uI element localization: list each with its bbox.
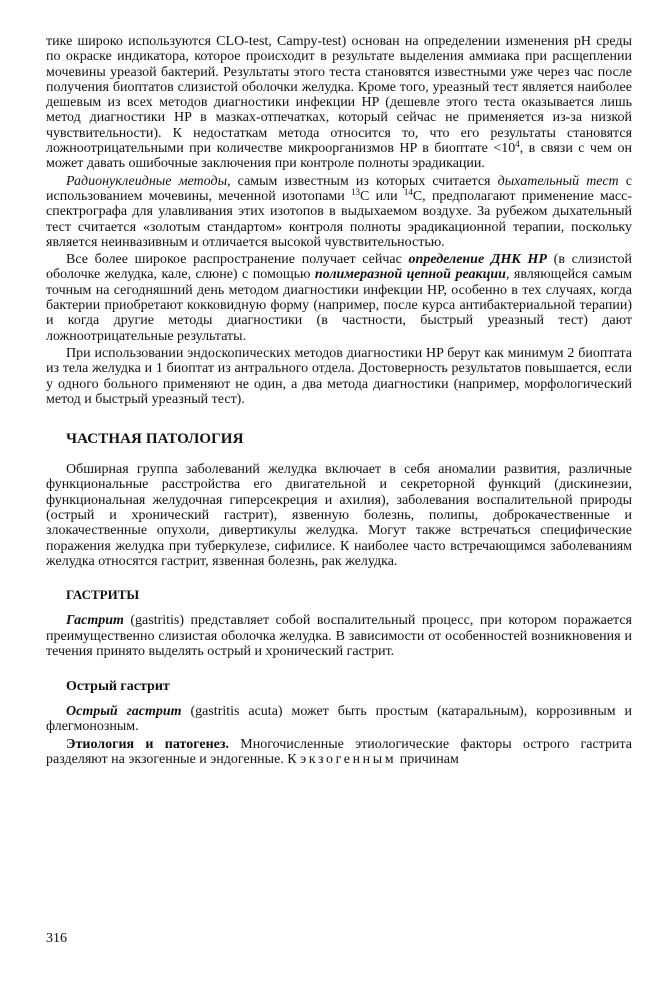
subsubsection-heading: Острый гастрит [66,679,170,695]
section-heading: ЧАСТНАЯ ПАТОЛОГИЯ [66,431,244,448]
paragraph-gastritis-definition: Гастрит (gastritis) представляет собой воспалительный процесс, при котором поражается преимущественно слизистая оболочка желудка. В зависимости от особенностей возникновения и течения принято выделять острый и хронический гастрит. [46,613,632,659]
paragraph-endoscopic-biopsy: При использовании эндоскопических методов диагностики HP берут как минимум 2 биоптата из тела желудка и 1 биоптат из антрального отдела. Достоверность результатов повышается, если у одного больного применяют не один, а два метода диагностики (например, морфологический метод и быстрый уреазный тест). [46,345,632,407]
term-dna-hp: определение ДНК HP [408,252,547,268]
paragraph-acute-gastritis: Острый гастрит (gastritis acuta) может быть простым (катаральным), коррозивным и флегмонозным. [46,704,632,735]
term-radionuclide-methods: Радионуклеидные методы [66,173,228,189]
subsection-heading: ГАСТРИТЫ [66,587,140,603]
paragraph-dna-detection: Все более широкое распространение получает сейчас определение ДНК HP (в слизистой оболочке желудка, кале, слюне) с помощью полимеразной цепной реакции, являющейся самым точным на сегодняшний день методом диагностики инфекции HP, особенно в тех случаях, когда бактерии приобретают кокковидную форму (например, после курса антибактериальной терапии) и когда другие методы диагностики (в частности, быстрый уреазный тест) дают ложноотрицательные результаты. [46,252,632,344]
paragraph-stomach-diseases: Обширная группа заболеваний желудка включает в себя аномалии развития, различные функциональные расстройства его двигательной и секреторной функций (дискинезии, функциональная желудочная гиперсекреция и ахилия), заболевания воспалительной природы (острый и хронический гастрит), язвенную болезнь, полипы, доброкачественные и злокачественные опухоли, дивертикулы желудка. Могут также встречаться специфические поражения желудка при туберкулезе, сифилисе. К наиболее часто встречающимся заболеваниям желудка относятся гастрит, язвенная болезнь, рак желудка. [46,462,632,569]
term-etiology: Этиология и патогенез. [66,736,229,752]
paragraph-radionuclide-methods: Радионуклеидные методы, самым известным из которых считается дыхательный тест с использованием мочевины, меченной изотопами $^{13}$C или $^{14}$C, предполагают применение масс-спектрографа для улавливания этих изотопов в выдыхаемом воздухе. За рубежом дыхательный тест считается «золотым стандартом» контроля полноты эрадикационной терапии, поскольку является неинвазивным и отличается высокой чувствительностью. [46,173,633,250]
term-breath-test: дыхательный тест [497,173,619,189]
term-gastritis: Гастрит [66,613,124,629]
page-number: 316 [46,931,67,946]
term-acute-gastritis: Острый гастрит [66,704,182,720]
spaced-term-exogenous: экзогенным [300,751,397,767]
term-pcr: полимеразной цепной реакции [314,267,506,283]
paragraph-etiology: Этиология и патогенез. Многочисленные этиологические факторы острого гастрита разделяют на экзогенные и эндогенные. К экзогенным причинам [46,736,632,767]
paragraph-urease-test: тике широко используются CLO-test, Campy-test) основан на определении изменения pH среды по окраске индикатора, которое происходит в результате выделения аммиака при расщеплении мочевины уреазой бактерий. Результаты этого теста становятся известными уже через час после получения биоптатов слизистой оболочки желудка. Кроме того, уреазный тест является наиболее дешевым из всех методов диагностики инфекции HP (дешевле этого теста оказывается лишь метод диагностики HP в мазках-отпечатках, который сейчас не применяется из-за низкой чувствительности). К недостаткам метода относится то, что его результаты становятся ложноотрицательными при количестве микроорганизмов HP в биоптате $<10^4$, в связи с чем он может давать ошибочные заключения при контроле полноты эрадикации. [46,34,632,172]
